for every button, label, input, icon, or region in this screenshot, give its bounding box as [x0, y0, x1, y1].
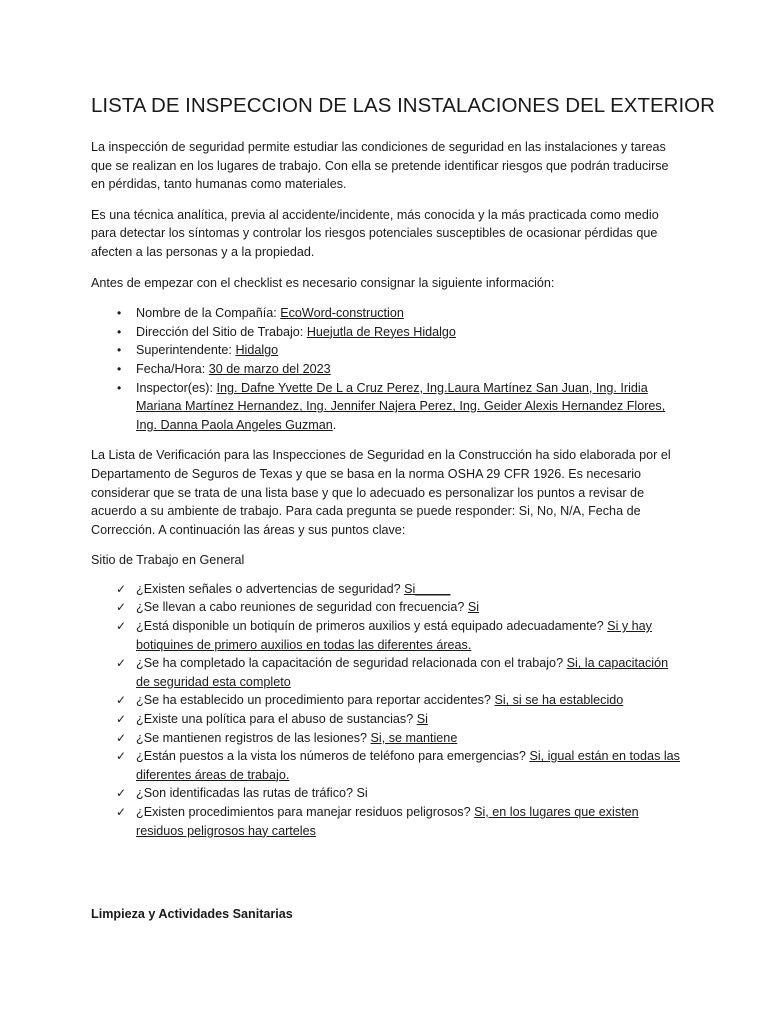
checklist-question: ¿Se llevan a cabo reuniones de seguridad con frecuencia? [136, 600, 468, 615]
info-value: 30 de marzo del 2023 [208, 361, 331, 376]
checklist-question: ¿Existen procedimientos para manejar residuos peligrosos? [136, 805, 475, 819]
bullet-icon: • [117, 324, 122, 339]
checklist-answer: Si [416, 712, 428, 727]
checklist-question: ¿Está disponible un botiquín de primeros auxilios y está equipado adecuadamente? [136, 619, 608, 634]
checklist-answer: Si [356, 786, 368, 801]
checkmark-icon: ✓ [116, 693, 127, 708]
general-site-checklist [91, 580, 681, 840]
document-title: LISTA DE INSPECCION DE LAS INSTALACIONES DEL EXTERIOR [91, 94, 715, 117]
company-info-list [91, 304, 681, 434]
checkmark-icon: ✓ [116, 581, 127, 596]
checklist-item [91, 617, 681, 654]
document-content [91, 94, 715, 840]
bullet-icon: • [117, 380, 122, 395]
info-value: Ing. Dafne Yvette De L a Cruz Perez, Ing.Laura Martínez San Juan, Ing. Iridia Mariana Martínez Hernandez, Ing. Jennifer Najera Perez, Ing. Geider Alexis Hernandez Flores, Ing. Danna Paola Angeles Guzman [136, 380, 666, 432]
bullet-icon: • [117, 306, 122, 321]
checklist-question: ¿Son identificadas las rutas de tráfico? [136, 786, 357, 801]
intro-paragraph-1: La inspección de seguridad permite estudiar las condiciones de seguridad en las instalaciones y tareas que se realizan en los lugares de trabajo. Con ella se pretende identificar riesgos que podrán traducirse en pérdidas, tanto humanas como materiales. [91, 140, 669, 192]
info-item-company [91, 304, 681, 323]
info-suffix: . [332, 417, 337, 432]
info-value: Huejutla de Reyes Hidalgo [306, 324, 456, 339]
checklist-item [91, 729, 681, 748]
section-title-cleaning-sanitary: Limpieza y Actividades Sanitarias [91, 907, 293, 921]
checkmark-icon: ✓ [116, 730, 127, 745]
checklist-answer: Si_____ [404, 581, 451, 596]
info-item-superintendent [91, 341, 681, 360]
checkmark-icon: ✓ [116, 712, 127, 727]
checklist-question: ¿Se mantienen registros de las lesiones? [136, 730, 371, 745]
checkmark-icon: ✓ [116, 619, 127, 634]
checklist-item [91, 784, 681, 803]
checklist-answer: Si, si se ha establecido [494, 693, 624, 708]
checklist-answer: Si [467, 600, 480, 615]
checklist-item [91, 710, 681, 729]
info-item-datetime [91, 360, 681, 379]
intro-paragraph-2: Es una técnica analítica, previa al accidente/incidente, más conocida y la más practicada como medio para detectar los síntomas y controlar los riesgos potenciales susceptibles de ocasionar pérdidas que afecten a las personas y a la propiedad. [91, 207, 659, 259]
checkmark-icon: ✓ [116, 656, 127, 671]
checklist-answer: Si, la capacitación de seguridad esta completo [136, 656, 669, 689]
info-label: Superintendente: [136, 343, 236, 358]
checklist-question: ¿Se ha establecido un procedimiento para reportar accidentes? [136, 693, 495, 708]
checklist-answer: Si, en los lugares que existen residuos peligrosos hay carteles [136, 805, 639, 838]
checklist-item [91, 598, 681, 617]
checklist-item [91, 654, 681, 691]
checklist-answer: Si, se mantiene [370, 730, 458, 745]
section-title-general-site: Sitio de Trabajo en General [91, 553, 245, 568]
bullet-icon: • [117, 343, 122, 358]
checklist-answer: Si y hay botiquines de primero auxilios en todas las diferentes áreas. [136, 619, 652, 652]
info-label: Dirección del Sitio de Trabajo: [136, 324, 307, 339]
verification-paragraph: La Lista de Verificación para las Inspecciones de Seguridad en la Construcción ha sido elaborada por el Departamento de Seguros de Texas y que se basa en la norma OSHA 29 CFR 1926. Es necesario considerar que se trata de una lista base y que lo adecuado es personalizar los puntos a revisar de acuerdo a su ambiente de trabajo. Para cada pregunta se puede responder: Si, No, N/A, Fecha de Corrección. A continuación las áreas y sus puntos clave: [91, 448, 671, 537]
bullet-icon: • [117, 361, 122, 376]
info-item-address [91, 323, 681, 342]
checklist-item [91, 803, 681, 840]
info-item-inspectors [91, 379, 681, 435]
info-label: Nombre de la Compañía: [136, 306, 281, 321]
checklist-item [91, 580, 681, 599]
checkmark-icon: ✓ [116, 749, 127, 764]
checkmark-icon: ✓ [116, 600, 127, 615]
info-value: Hidalgo [235, 343, 279, 358]
checklist-question: ¿Están puestos a la vista los números de teléfono para emergencias? [136, 749, 530, 764]
checklist-item [91, 747, 681, 784]
checklist-question: ¿Se ha completado la capacitación de seguridad relacionada con el trabajo? [136, 656, 567, 671]
checklist-answer: Si, igual están en todas las diferentes áreas de trabajo. [136, 749, 680, 782]
info-label: Inspector(es): [136, 380, 217, 395]
checklist-question: ¿Existen señales o advertencias de seguridad? [136, 581, 405, 596]
info-value: EcoWord-construction [280, 306, 404, 321]
checkmark-icon: ✓ [116, 805, 127, 819]
checkmark-icon: ✓ [116, 786, 127, 801]
info-label: Fecha/Hora: [136, 361, 209, 376]
checklist-item [91, 691, 681, 710]
checklist-question: ¿Existe una política para el abuso de sustancias? [136, 712, 417, 727]
intro-paragraph-3: Antes de empezar con el checklist es necesario consignar la siguiente información: [91, 275, 555, 290]
